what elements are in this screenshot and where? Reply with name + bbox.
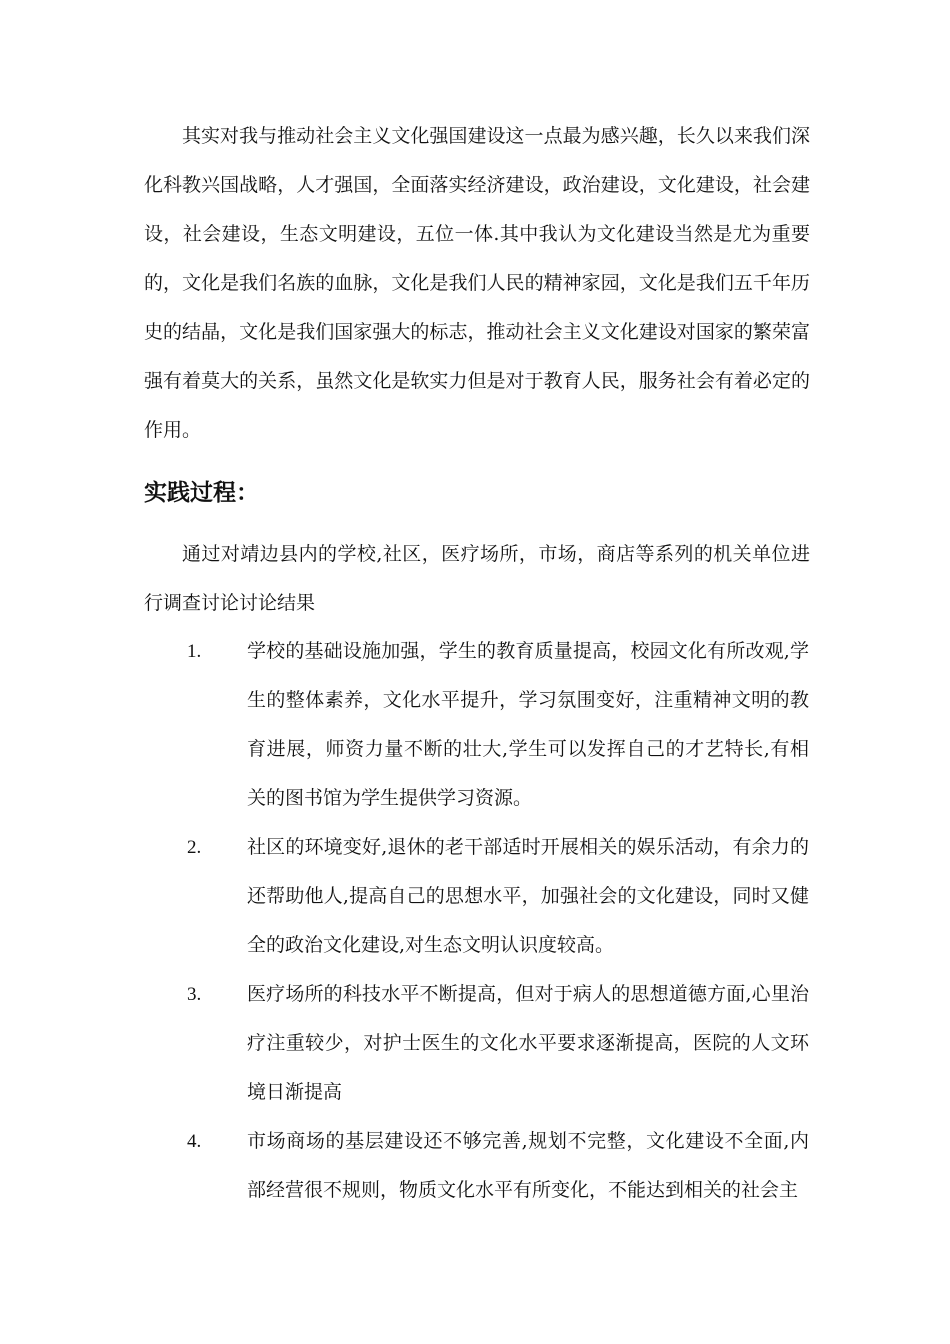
list-item-number: 2. [187,837,202,858]
list-item-number: 3. [187,984,202,1005]
list-item-text: 社区的环境变好,退休的老干部适时开展相关的娱乐活动，有余力的还帮助他人,提高自己的思想水平，加强社会的文化建设，同时又健全的政治文化建设,对生态文明认识度较高。 [247,836,809,956]
list-item [0,1117,950,1215]
intro-paragraph: 其实对我与推动社会主义文化强国建设这一点最为感兴趣，长久以来我们深化科教兴国战略，人才强国，全面落实经济建设，政治建设，文化建设，社会建设，社会建设，生态文明建设，五位一体.其中我认为文化建设当然是尤为重要的，文化是我们名族的血脉，文化是我们人民的精神家园，文化是我们五千年历史的结晶，文化是我们国家强大的标志，推动社会主义文化建设对国家的繁荣富强有着莫大的关系，虽然文化是软实力但是对于教育人民，服务社会有着必定的作用。 [144,125,810,441]
list-item-number: 1. [187,641,202,662]
list-item-text: 医疗场所的科技水平不断提高，但对于病人的思想道德方面,心里治疗注重较少，对护士医生的文化水平要求逐渐提高，医院的人文环境日渐提高 [247,983,809,1103]
process-intro-paragraph: 通过对靖边县内的学校,社区，医疗场所，市场，商店等系列的机关单位进行调查讨论讨论结果 [144,543,810,614]
list-item-text: 学校的基础设施加强，学生的教育质量提高，校园文化有所改观,学生的整体素养，文化水平提升，学习氛围变好，注重精神文明的教育进展，师资力量不断的壮大,学生可以发挥自己的才艺特长,有相关的图书馆为学生提供学习资源。 [247,640,809,809]
list-item [0,970,950,1117]
list-item [0,823,950,970]
section-heading: 实践过程： [144,480,259,506]
list-item [0,627,950,823]
list-item-text: 市场商场的基层建设还不够完善,规划不完整，文化建设不全面,内部经营很不规则，物质文化水平有所变化，不能达到相关的社会主 [247,1130,809,1201]
list-item-number: 4. [187,1131,202,1152]
results-list [0,627,950,1215]
